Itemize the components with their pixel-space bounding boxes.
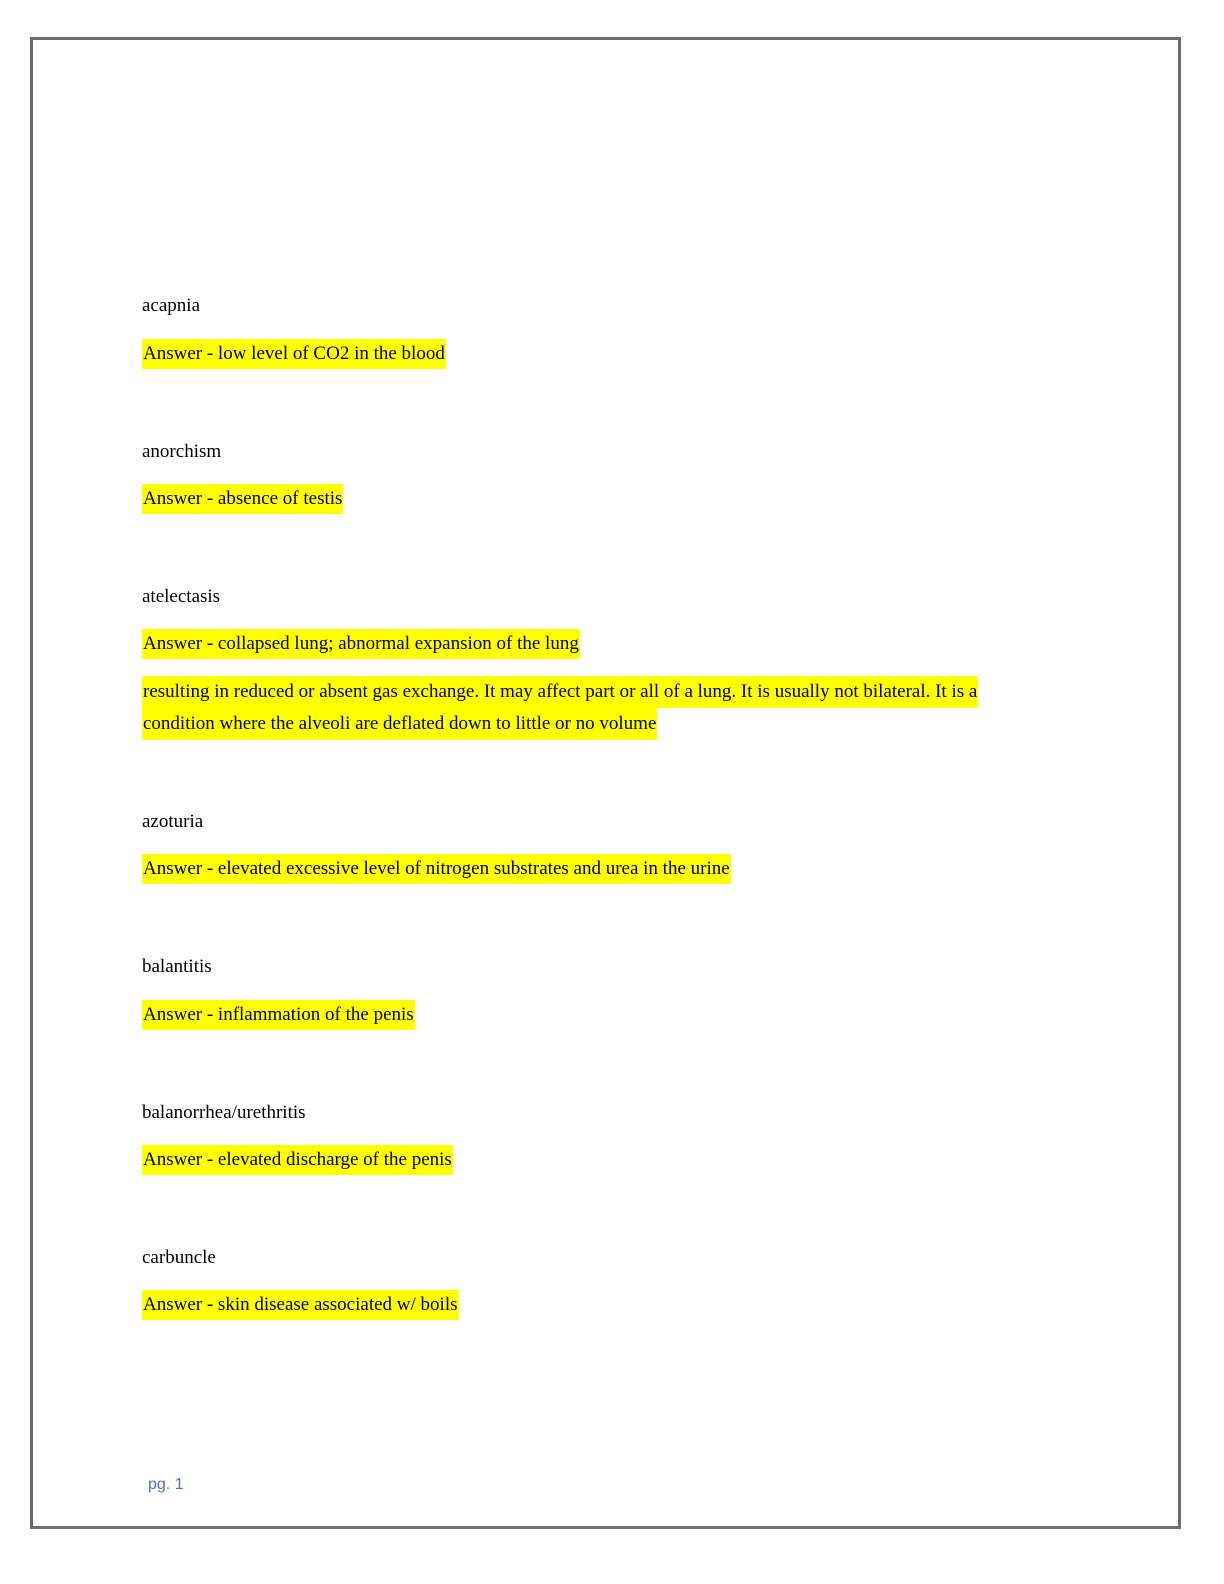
answer-carbuncle: [142, 1293, 459, 1317]
term-azoturia: azoturia: [142, 811, 204, 832]
answer-balantitis: [142, 1003, 415, 1027]
answer-text: Answer - absence of testis: [142, 484, 343, 514]
answer-text: Answer - skin disease associated w/ boils: [142, 1290, 459, 1320]
answer-atelectasis-continuation: [142, 676, 1052, 740]
answer-azoturia: [142, 857, 731, 881]
answer-text: Answer - elevated excessive level of nitrogen substrates and urea in the urine: [142, 854, 731, 884]
answer-anorchism: [142, 487, 343, 511]
term-balanorrhea-urethritis: balanorrhea/urethritis: [142, 1102, 306, 1123]
answer-text: Answer - inflammation of the penis: [142, 1000, 415, 1030]
term-acapnia: acapnia: [142, 295, 201, 316]
answer-balanorrhea-urethritis: [142, 1148, 453, 1172]
term-anorchism: anorchism: [142, 441, 222, 462]
term-atelectasis: atelectasis: [142, 586, 221, 607]
answer-acapnia: [142, 342, 446, 366]
term-carbuncle: carbuncle: [142, 1247, 216, 1268]
answer-text: Answer - low level of CO2 in the blood: [142, 339, 446, 369]
answer-continuation-text: resulting in reduced or absent gas exchange. It may affect part or all of a lung. It is usually not bilateral. It is a condition where the alveoli are deflated down to little or no volume: [142, 676, 978, 740]
answer-text: Answer - elevated discharge of the penis: [142, 1145, 453, 1175]
page-number: pg. 1: [148, 1476, 184, 1493]
answer-atelectasis: [142, 632, 580, 656]
answer-text: Answer - collapsed lung; abnormal expansion of the lung: [142, 629, 580, 659]
term-balantitis: balantitis: [142, 956, 212, 977]
